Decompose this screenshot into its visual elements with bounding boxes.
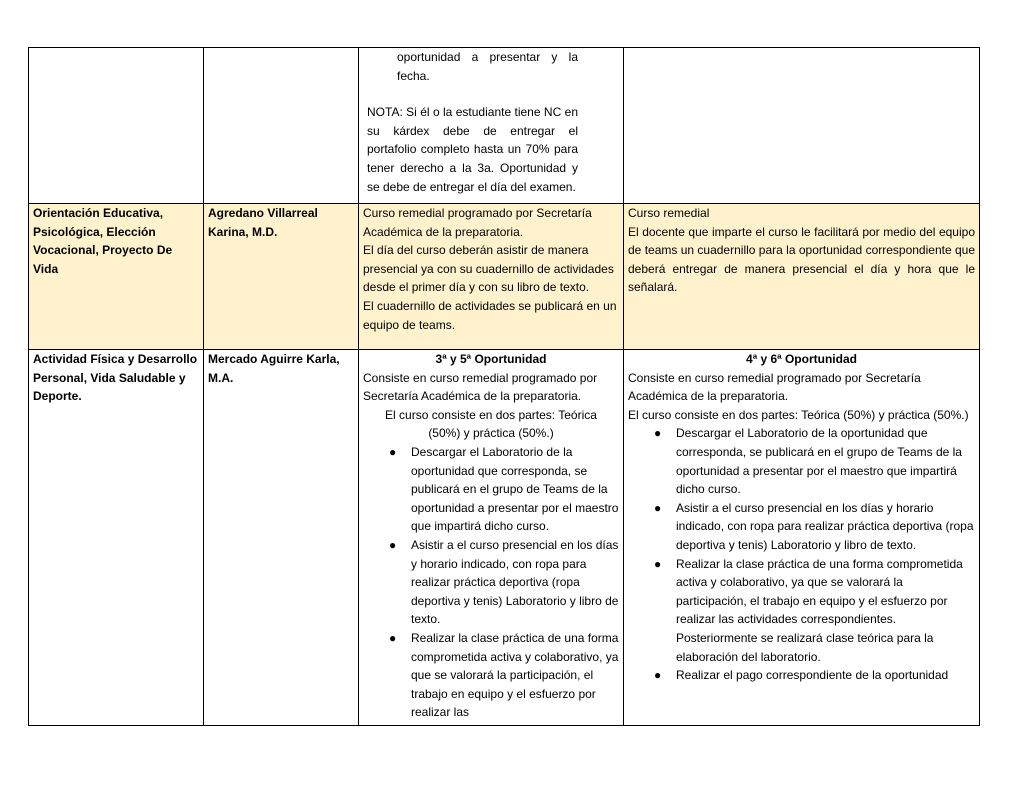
- opportunity-title: 4ª y 6ª Oportunidad: [746, 352, 857, 366]
- opportunity-title: 3ª y 5ª Oportunidad: [435, 352, 547, 366]
- list-item-text: Descargar el Laboratorio de la oportunidad que corresponda, se publicará en el grupo de Teams de la oportunidad a presentar por el maestro que impartirá dicho curso.: [676, 426, 962, 497]
- list-item-text: Asistir a el curso presencial en los días y horario indicado, con ropa para realizar práctica deportiva (ropa deportiva y tenis) Laboratorio y libro de texto.: [411, 537, 619, 627]
- paragraph: Curso remedial: [628, 206, 710, 220]
- bullet-icon: ●: [654, 426, 662, 441]
- table-row: [29, 48, 980, 204]
- bullet-icon: ●: [654, 556, 662, 571]
- teacher-cell: [204, 48, 359, 204]
- paragraph: Consiste en curso remedial programado por Secretaría Académica de la preparatoria.: [628, 370, 921, 404]
- procedure-cell: [359, 48, 624, 204]
- procedure-cell-right: [624, 204, 980, 350]
- list-item-text: Realizar la clase práctica de una forma comprometida activa y colaborativo, ya que se valorará la participación, el trabajo en equipo y el esfuerzo por realizar las actividades correspondientes. Posteriormente se realizará clase teórica para la elaboración del laboratorio.: [676, 556, 963, 664]
- teacher-cell: Mercado Aguirre Karla, M.A.: [204, 350, 359, 726]
- note-text: NOTA: Si él o la estudiante tiene NC en su kárdex debe de entregar el portafolio completo hasta un 70% para tener derecho a la 3a. Oportunidad y se debe de entregar el día del examen.: [367, 105, 578, 194]
- list-item: [389, 629, 619, 722]
- continued-line: oportunidad a presentar y la: [397, 50, 578, 64]
- list-item-text: Realizar la clase práctica de una forma comprometida activa y colaborativo, ya que se valorará la participación, el trabajo en equipo y el esfuerzo por realizar las: [411, 630, 619, 720]
- bullet-icon: ●: [654, 500, 662, 515]
- paragraph: El docente que imparte el curso le facilitará por medio del equipo de teams un cuadernillo para la oportunidad correspondiente que deberá entregar de manera presencial el día y hora que le señalará.: [628, 224, 975, 295]
- bullet-icon: ●: [389, 537, 397, 552]
- list-item: [389, 536, 619, 629]
- paragraph: Consiste en curso remedial programado por Secretaría Académica de la preparatoria.: [363, 370, 598, 404]
- bullet-icon: ●: [654, 668, 662, 683]
- paragraph: El curso consiste en dos partes: Teórica (50%) y práctica (50%.): [628, 407, 969, 422]
- paragraph: El día del curso deberán asistir de manera presencial ya con su cuadernillo de actividades desde el primer día y con su libro de texto.: [363, 243, 614, 295]
- subject-cell: Orientación Educativa, Psicológica, Elección Vocacional, Proyecto De Vida: [29, 204, 204, 350]
- procedure-cell-right: [624, 350, 980, 726]
- procedure-cell: [359, 204, 624, 350]
- list-item: [654, 555, 975, 667]
- bullet-list: [628, 424, 975, 684]
- subject-cell: [29, 48, 204, 204]
- list-item: [654, 499, 975, 555]
- list-item-text: Descargar el Laboratorio de la oportunidad que corresponda, se publicará en el grupo de Teams de la oportunidad a presentar por el maestro que impartirá dicho curso.: [411, 444, 619, 534]
- subject-cell: Actividad Física y Desarrollo Personal, Vida Saludable y Deporte.: [29, 350, 204, 726]
- bullet-list: [363, 443, 619, 722]
- remedial-course-table: [28, 47, 980, 726]
- list-item: [389, 443, 619, 536]
- table-row: [29, 204, 980, 350]
- paragraph: El curso consiste en dos partes: Teórica (50%) y práctica (50%.): [385, 407, 597, 441]
- procedure-cell: [359, 350, 624, 726]
- bullet-icon: ●: [389, 630, 397, 645]
- table-row: [29, 350, 980, 726]
- list-item: [654, 666, 975, 685]
- list-item-text: Asistir a el curso presencial en los días y horario indicado, con ropa para realizar práctica deportiva (ropa deportiva y tenis) Laboratorio y libro de texto.: [676, 500, 974, 552]
- list-item: [654, 424, 975, 498]
- teacher-cell: Agredano Villarreal Karina, M.D.: [204, 204, 359, 350]
- paragraph: El cuadernillo de actividades se publicará en un equipo de teams.: [363, 298, 617, 332]
- bullet-icon: ●: [389, 444, 397, 459]
- list-item-text: Realizar el pago correspondiente de la oportunidad: [676, 668, 949, 683]
- paragraph: Curso remedial programado por Secretaría Académica de la preparatoria.: [363, 206, 592, 239]
- procedure-cell-right: [624, 48, 980, 204]
- continued-line: fecha.: [397, 68, 430, 83]
